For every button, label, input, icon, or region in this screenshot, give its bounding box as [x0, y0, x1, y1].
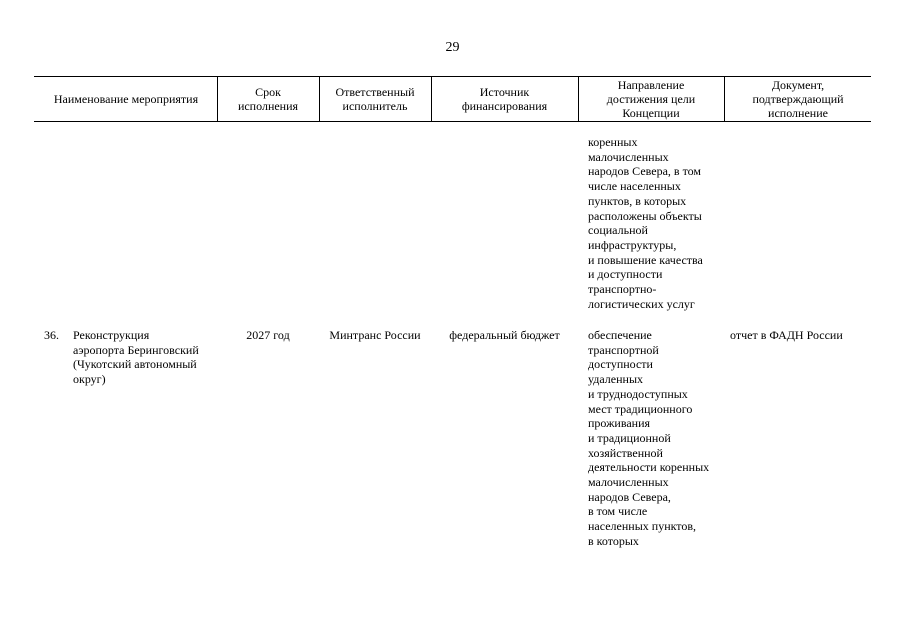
event-name-cell: Реконструкция аэропорта Беринговский (Чукотский автономный округ): [73, 328, 199, 387]
page-number: 29: [445, 40, 460, 55]
direction-cell: обеспечение транспортной доступности удаленных и труднодоступных мест традиционного проживания и традиционной хозяйственной деятельности коренных малочисленных народов Севера, в том числе населенных пунктов, в которых: [588, 328, 710, 548]
funding-cell: федеральный бюджет: [449, 328, 560, 342]
header-document: Документ, подтверждающий исполнение: [752, 78, 844, 120]
continuation-text: коренных малочисленных народов Севера, в том числе населенных пунктов, в которых расположены объекты социальной инфраструктуры, и повышение качества и доступности транспортно- логистических услуг: [588, 135, 703, 311]
header-funding: Источник финансирования: [461, 85, 548, 113]
deadline-cell: 2027 год: [246, 328, 290, 342]
header-direction: Направление достижения цели Концепции: [606, 78, 696, 120]
document-cell: отчет в ФАДН России: [730, 328, 843, 342]
header-event-name: Наименование мероприятия: [53, 92, 199, 106]
header-deadline: Срок исполнения: [237, 85, 299, 113]
row-number: 36.: [44, 328, 59, 342]
table-header-rule: [34, 121, 871, 122]
table-top-rule: [34, 76, 871, 77]
executor-cell: Минтранс России: [329, 328, 421, 342]
header-executor: Ответственный исполнитель: [335, 85, 415, 113]
